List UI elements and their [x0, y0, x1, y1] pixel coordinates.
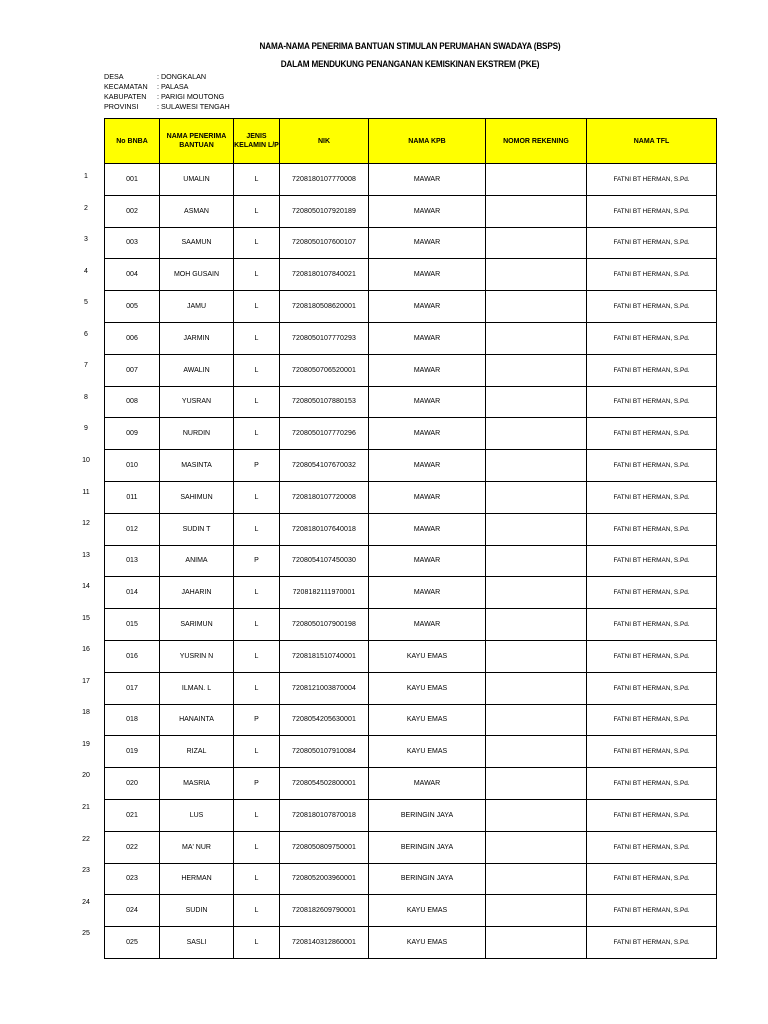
cell-no-bnba: 005: [105, 291, 160, 323]
cell-nomor-rekening: [486, 672, 587, 704]
table-row: [105, 513, 717, 545]
cell-jenis-kelamin: L: [234, 481, 280, 513]
cell-nama-tfl: FATNI BT HERMAN, S.Pd.: [587, 799, 717, 831]
row-number: 11: [82, 488, 90, 496]
cell-jenis-kelamin: L: [234, 354, 280, 386]
cell-nomor-rekening: [486, 831, 587, 863]
cell-nama-penerima: HANAINTA: [160, 704, 234, 736]
row-number: 14: [82, 583, 90, 591]
cell-nama-tfl: FATNI BT HERMAN, S.Pd.: [587, 768, 717, 800]
row-number: 10: [82, 456, 90, 464]
cell-nama-tfl: FATNI BT HERMAN, S.Pd.: [587, 259, 717, 291]
cell-nama-penerima: SUDIN: [160, 895, 234, 927]
cell-nama-kpb: MAWAR: [369, 513, 486, 545]
cell-nama-penerima: ANIMA: [160, 545, 234, 577]
row-number: 1: [84, 173, 88, 180]
row-number: 15: [82, 614, 90, 622]
cell-nama-tfl: FATNI BT HERMAN, S.Pd.: [587, 450, 717, 482]
row-number: 9: [84, 425, 88, 433]
cell-jenis-kelamin: L: [234, 640, 280, 672]
cell-nama-kpb: BERINGIN JAYA: [369, 831, 486, 863]
cell-nama-penerima: LUS: [160, 799, 234, 831]
recipient-table: [104, 118, 717, 959]
cell-nama-tfl: FATNI BT HERMAN, S.Pd.: [587, 418, 717, 450]
table-row: [105, 768, 717, 800]
cell-nomor-rekening: [486, 386, 587, 418]
row-number: 17: [82, 677, 90, 685]
cell-nomor-rekening: [486, 799, 587, 831]
cell-nomor-rekening: [486, 259, 587, 291]
meta-key: KABUPATEN: [104, 92, 147, 101]
meta-row-provinsi: [104, 102, 230, 112]
cell-nik: 7208050706520001: [280, 354, 369, 386]
cell-nama-tfl: FATNI BT HERMAN, S.Pd.: [587, 354, 717, 386]
table-row: [105, 291, 717, 323]
cell-nama-tfl: FATNI BT HERMAN, S.Pd.: [587, 704, 717, 736]
cell-nama-tfl: FATNI BT HERMAN, S.Pd.: [587, 927, 717, 959]
header-nik: NIK: [280, 119, 369, 164]
cell-nama-penerima: MASRIA: [160, 768, 234, 800]
cell-jenis-kelamin: P: [234, 450, 280, 482]
table-row: [105, 259, 717, 291]
row-number: 21: [82, 804, 90, 811]
cell-jenis-kelamin: L: [234, 799, 280, 831]
cell-jenis-kelamin: L: [234, 164, 280, 196]
cell-nik: 7208182111970001: [280, 577, 369, 609]
cell-nama-kpb: KAYU EMAS: [369, 895, 486, 927]
cell-jenis-kelamin: L: [234, 895, 280, 927]
cell-nama-kpb: MAWAR: [369, 164, 486, 196]
cell-nomor-rekening: [486, 545, 587, 577]
cell-nama-kpb: MAWAR: [369, 577, 486, 609]
cell-nik: 7208054502800001: [280, 768, 369, 800]
cell-nama-kpb: MAWAR: [369, 227, 486, 259]
table-row: [105, 481, 717, 513]
cell-nama-tfl: FATNI BT HERMAN, S.Pd.: [587, 322, 717, 354]
cell-no-bnba: 017: [105, 672, 160, 704]
cell-nama-penerima: RIZAL: [160, 736, 234, 768]
cell-jenis-kelamin: L: [234, 386, 280, 418]
table-row: [105, 831, 717, 863]
table-row: [105, 164, 717, 196]
row-number: 7: [84, 362, 88, 370]
cell-nik: 7208121003870004: [280, 672, 369, 704]
cell-no-bnba: 010: [105, 450, 160, 482]
cell-nama-penerima: YUSRAN: [160, 386, 234, 418]
cell-jenis-kelamin: L: [234, 259, 280, 291]
cell-nik: 7208050107900198: [280, 609, 369, 641]
cell-nama-kpb: MAWAR: [369, 291, 486, 323]
cell-nama-penerima: ASMAN: [160, 195, 234, 227]
table-row: [105, 386, 717, 418]
table-row: [105, 640, 717, 672]
table-row: [105, 577, 717, 609]
cell-nama-kpb: MAWAR: [369, 609, 486, 641]
cell-nama-penerima: UMALIN: [160, 164, 234, 196]
cell-nik: 7208181510740001: [280, 640, 369, 672]
row-number: 12: [82, 520, 90, 528]
row-number: 22: [82, 835, 90, 843]
table-row: [105, 450, 717, 482]
cell-nama-penerima: AWALIN: [160, 354, 234, 386]
cell-nomor-rekening: [486, 895, 587, 927]
header-nama-penerima: NAMA PENERIMA BANTUAN: [160, 119, 234, 164]
cell-nama-kpb: BERINGIN JAYA: [369, 863, 486, 895]
cell-no-bnba: 011: [105, 481, 160, 513]
cell-nama-penerima: NURDIN: [160, 418, 234, 450]
cell-nama-tfl: FATNI BT HERMAN, S.Pd.: [587, 513, 717, 545]
cell-nama-penerima: JARMIN: [160, 322, 234, 354]
cell-nama-tfl: FATNI BT HERMAN, S.Pd.: [587, 164, 717, 196]
cell-nama-kpb: KAYU EMAS: [369, 736, 486, 768]
cell-nama-kpb: MAWAR: [369, 354, 486, 386]
meta-value: : DONGKALAN: [157, 72, 207, 81]
row-number: 23: [82, 867, 90, 875]
cell-nama-penerima: SASLI: [160, 927, 234, 959]
row-number: 18: [82, 709, 90, 717]
row-number: 5: [84, 299, 88, 307]
cell-nama-penerima: MASINTA: [160, 450, 234, 482]
cell-nik: 7208050107600107: [280, 227, 369, 259]
row-number: 13: [82, 551, 90, 559]
row-number: 2: [84, 204, 88, 212]
row-number: 25: [82, 930, 90, 938]
cell-no-bnba: 007: [105, 354, 160, 386]
cell-no-bnba: 023: [105, 863, 160, 895]
cell-jenis-kelamin: L: [234, 291, 280, 323]
cell-no-bnba: 014: [105, 577, 160, 609]
cell-nama-tfl: FATNI BT HERMAN, S.Pd.: [587, 609, 717, 641]
cell-nomor-rekening: [486, 704, 587, 736]
cell-nik: 7208180107640018: [280, 513, 369, 545]
table-row: [105, 322, 717, 354]
cell-nama-kpb: MAWAR: [369, 450, 486, 482]
cell-no-bnba: 003: [105, 227, 160, 259]
table-row: [105, 736, 717, 768]
cell-no-bnba: 004: [105, 259, 160, 291]
table-row: [105, 863, 717, 895]
cell-no-bnba: 013: [105, 545, 160, 577]
document-subtitle: DALAM MENDUKUNG PENANGANAN KEMISKINAN EKSTREM (PKE): [280, 59, 540, 70]
cell-nik: 7208180107770008: [280, 164, 369, 196]
cell-nik: 7208054107450030: [280, 545, 369, 577]
cell-no-bnba: 015: [105, 609, 160, 641]
cell-nama-penerima: MOH GUSAIN: [160, 259, 234, 291]
cell-no-bnba: 024: [105, 895, 160, 927]
cell-nama-penerima: SAHIMUN: [160, 481, 234, 513]
cell-no-bnba: 006: [105, 322, 160, 354]
meta-key: DESA: [104, 72, 124, 81]
cell-nama-tfl: FATNI BT HERMAN, S.Pd.: [587, 227, 717, 259]
cell-nomor-rekening: [486, 354, 587, 386]
cell-nik: 7208050107920189: [280, 195, 369, 227]
cell-nama-kpb: BERINGIN JAYA: [369, 799, 486, 831]
cell-nomor-rekening: [486, 736, 587, 768]
cell-nama-kpb: MAWAR: [369, 195, 486, 227]
table-row: [105, 672, 717, 704]
cell-nama-tfl: FATNI BT HERMAN, S.Pd.: [587, 863, 717, 895]
cell-jenis-kelamin: L: [234, 195, 280, 227]
cell-no-bnba: 002: [105, 195, 160, 227]
cell-nomor-rekening: [486, 863, 587, 895]
table-row: [105, 354, 717, 386]
row-number: 19: [82, 740, 90, 748]
cell-nik: 7208050107880153: [280, 386, 369, 418]
table-row: [105, 799, 717, 831]
cell-nama-kpb: KAYU EMAS: [369, 640, 486, 672]
cell-nama-penerima: JAMU: [160, 291, 234, 323]
cell-no-bnba: 009: [105, 418, 160, 450]
row-number: 3: [84, 236, 88, 244]
cell-nama-tfl: FATNI BT HERMAN, S.Pd.: [587, 195, 717, 227]
cell-nama-penerima: YUSRIN N: [160, 640, 234, 672]
cell-no-bnba: 025: [105, 927, 160, 959]
cell-no-bnba: 012: [105, 513, 160, 545]
cell-jenis-kelamin: L: [234, 577, 280, 609]
cell-nama-penerima: SUDIN T: [160, 513, 234, 545]
cell-nama-tfl: FATNI BT HERMAN, S.Pd.: [587, 831, 717, 863]
row-number: 4: [84, 267, 88, 275]
cell-nomor-rekening: [486, 322, 587, 354]
cell-nik: 7208180107870018: [280, 799, 369, 831]
cell-nama-kpb: MAWAR: [369, 481, 486, 513]
table-row: [105, 704, 717, 736]
header-nomor-rekening: NOMOR REKENING: [486, 119, 587, 164]
cell-nama-tfl: FATNI BT HERMAN, S.Pd.: [587, 736, 717, 768]
cell-no-bnba: 008: [105, 386, 160, 418]
meta-row-desa: [104, 72, 230, 82]
cell-nomor-rekening: [486, 609, 587, 641]
table-row: [105, 927, 717, 959]
cell-nama-tfl: FATNI BT HERMAN, S.Pd.: [587, 895, 717, 927]
cell-jenis-kelamin: P: [234, 545, 280, 577]
row-number: 24: [82, 898, 90, 906]
cell-nik: 7208050107910084: [280, 736, 369, 768]
cell-nama-kpb: MAWAR: [369, 322, 486, 354]
cell-jenis-kelamin: L: [234, 513, 280, 545]
cell-nomor-rekening: [486, 768, 587, 800]
cell-no-bnba: 016: [105, 640, 160, 672]
cell-nik: 7208180107720008: [280, 481, 369, 513]
cell-nomor-rekening: [486, 227, 587, 259]
cell-jenis-kelamin: L: [234, 227, 280, 259]
table-row: [105, 609, 717, 641]
cell-nik: 7208182609790001: [280, 895, 369, 927]
header-nama-kpb: NAMA KPB: [369, 119, 486, 164]
cell-nama-tfl: FATNI BT HERMAN, S.Pd.: [587, 545, 717, 577]
cell-nomor-rekening: [486, 577, 587, 609]
cell-nomor-rekening: [486, 513, 587, 545]
meta-row-kecamatan: [104, 82, 230, 92]
cell-nomor-rekening: [486, 291, 587, 323]
cell-jenis-kelamin: P: [234, 704, 280, 736]
cell-nik: 7208140312860001: [280, 927, 369, 959]
cell-no-bnba: 001: [105, 164, 160, 196]
table-row: [105, 545, 717, 577]
cell-nomor-rekening: [486, 640, 587, 672]
cell-nama-tfl: FATNI BT HERMAN, S.Pd.: [587, 672, 717, 704]
cell-jenis-kelamin: L: [234, 672, 280, 704]
cell-nik: 7208180508620001: [280, 291, 369, 323]
cell-nama-tfl: FATNI BT HERMAN, S.Pd.: [587, 640, 717, 672]
cell-jenis-kelamin: L: [234, 863, 280, 895]
meta-row-kabupaten: [104, 92, 230, 102]
table-row: [105, 895, 717, 927]
row-number: 8: [84, 393, 88, 401]
cell-no-bnba: 022: [105, 831, 160, 863]
cell-nik: 7208054205630001: [280, 704, 369, 736]
cell-nama-penerima: SARIMUN: [160, 609, 234, 641]
cell-no-bnba: 018: [105, 704, 160, 736]
cell-nama-tfl: FATNI BT HERMAN, S.Pd.: [587, 577, 717, 609]
cell-jenis-kelamin: L: [234, 322, 280, 354]
cell-jenis-kelamin: L: [234, 736, 280, 768]
cell-nama-tfl: FATNI BT HERMAN, S.Pd.: [587, 386, 717, 418]
document-title: NAMA-NAMA PENERIMA BANTUAN STIMULAN PERUMAHAN SWADAYA (BSPS): [259, 41, 561, 52]
cell-nik: 7208054107670032: [280, 450, 369, 482]
cell-nama-tfl: FATNI BT HERMAN, S.Pd.: [587, 291, 717, 323]
cell-nomor-rekening: [486, 450, 587, 482]
table-row: [105, 227, 717, 259]
cell-nama-penerima: MA' NUR: [160, 831, 234, 863]
meta-value: : SULAWESI TENGAH: [157, 102, 230, 111]
cell-nama-kpb: KAYU EMAS: [369, 927, 486, 959]
location-info: [104, 72, 230, 112]
meta-key: PROVINSI: [104, 102, 139, 111]
meta-value: : PALASA: [157, 82, 189, 91]
table-header-row: [105, 119, 717, 164]
header-jenis-kelamin: JENIS KELAMIN L/P: [234, 119, 280, 164]
cell-nama-penerima: SAAMUN: [160, 227, 234, 259]
cell-nama-tfl: FATNI BT HERMAN, S.Pd.: [587, 481, 717, 513]
cell-nik: 7208050107770296: [280, 418, 369, 450]
meta-key: KECAMATAN: [104, 82, 148, 91]
row-number: 6: [84, 330, 88, 338]
row-number: 16: [82, 646, 90, 654]
cell-nik: 7208180107840021: [280, 259, 369, 291]
cell-nomor-rekening: [486, 927, 587, 959]
cell-jenis-kelamin: L: [234, 927, 280, 959]
row-number: 20: [82, 772, 90, 780]
cell-nama-kpb: MAWAR: [369, 259, 486, 291]
cell-nomor-rekening: [486, 195, 587, 227]
cell-nomor-rekening: [486, 418, 587, 450]
cell-nama-penerima: JAHARIN: [160, 577, 234, 609]
cell-nama-kpb: MAWAR: [369, 768, 486, 800]
cell-nama-kpb: KAYU EMAS: [369, 672, 486, 704]
header-no-bnba: No BNBA: [105, 119, 160, 164]
header-nama-tfl: NAMA TFL: [587, 119, 717, 164]
cell-nama-kpb: MAWAR: [369, 545, 486, 577]
cell-jenis-kelamin: L: [234, 609, 280, 641]
table-row: [105, 418, 717, 450]
cell-nomor-rekening: [486, 481, 587, 513]
cell-nama-penerima: HERMAN: [160, 863, 234, 895]
cell-nama-kpb: MAWAR: [369, 386, 486, 418]
cell-nomor-rekening: [486, 164, 587, 196]
cell-nik: 7208052003960001: [280, 863, 369, 895]
cell-no-bnba: 020: [105, 768, 160, 800]
table-row: [105, 195, 717, 227]
cell-nik: 7208050107770293: [280, 322, 369, 354]
cell-jenis-kelamin: L: [234, 418, 280, 450]
cell-jenis-kelamin: L: [234, 831, 280, 863]
meta-value: : PARIGI MOUTONG: [157, 92, 225, 101]
cell-nama-kpb: MAWAR: [369, 418, 486, 450]
cell-jenis-kelamin: P: [234, 768, 280, 800]
cell-nama-kpb: KAYU EMAS: [369, 704, 486, 736]
cell-nik: 7208050809750001: [280, 831, 369, 863]
cell-nama-penerima: ILMAN. L: [160, 672, 234, 704]
cell-no-bnba: 021: [105, 799, 160, 831]
cell-no-bnba: 019: [105, 736, 160, 768]
